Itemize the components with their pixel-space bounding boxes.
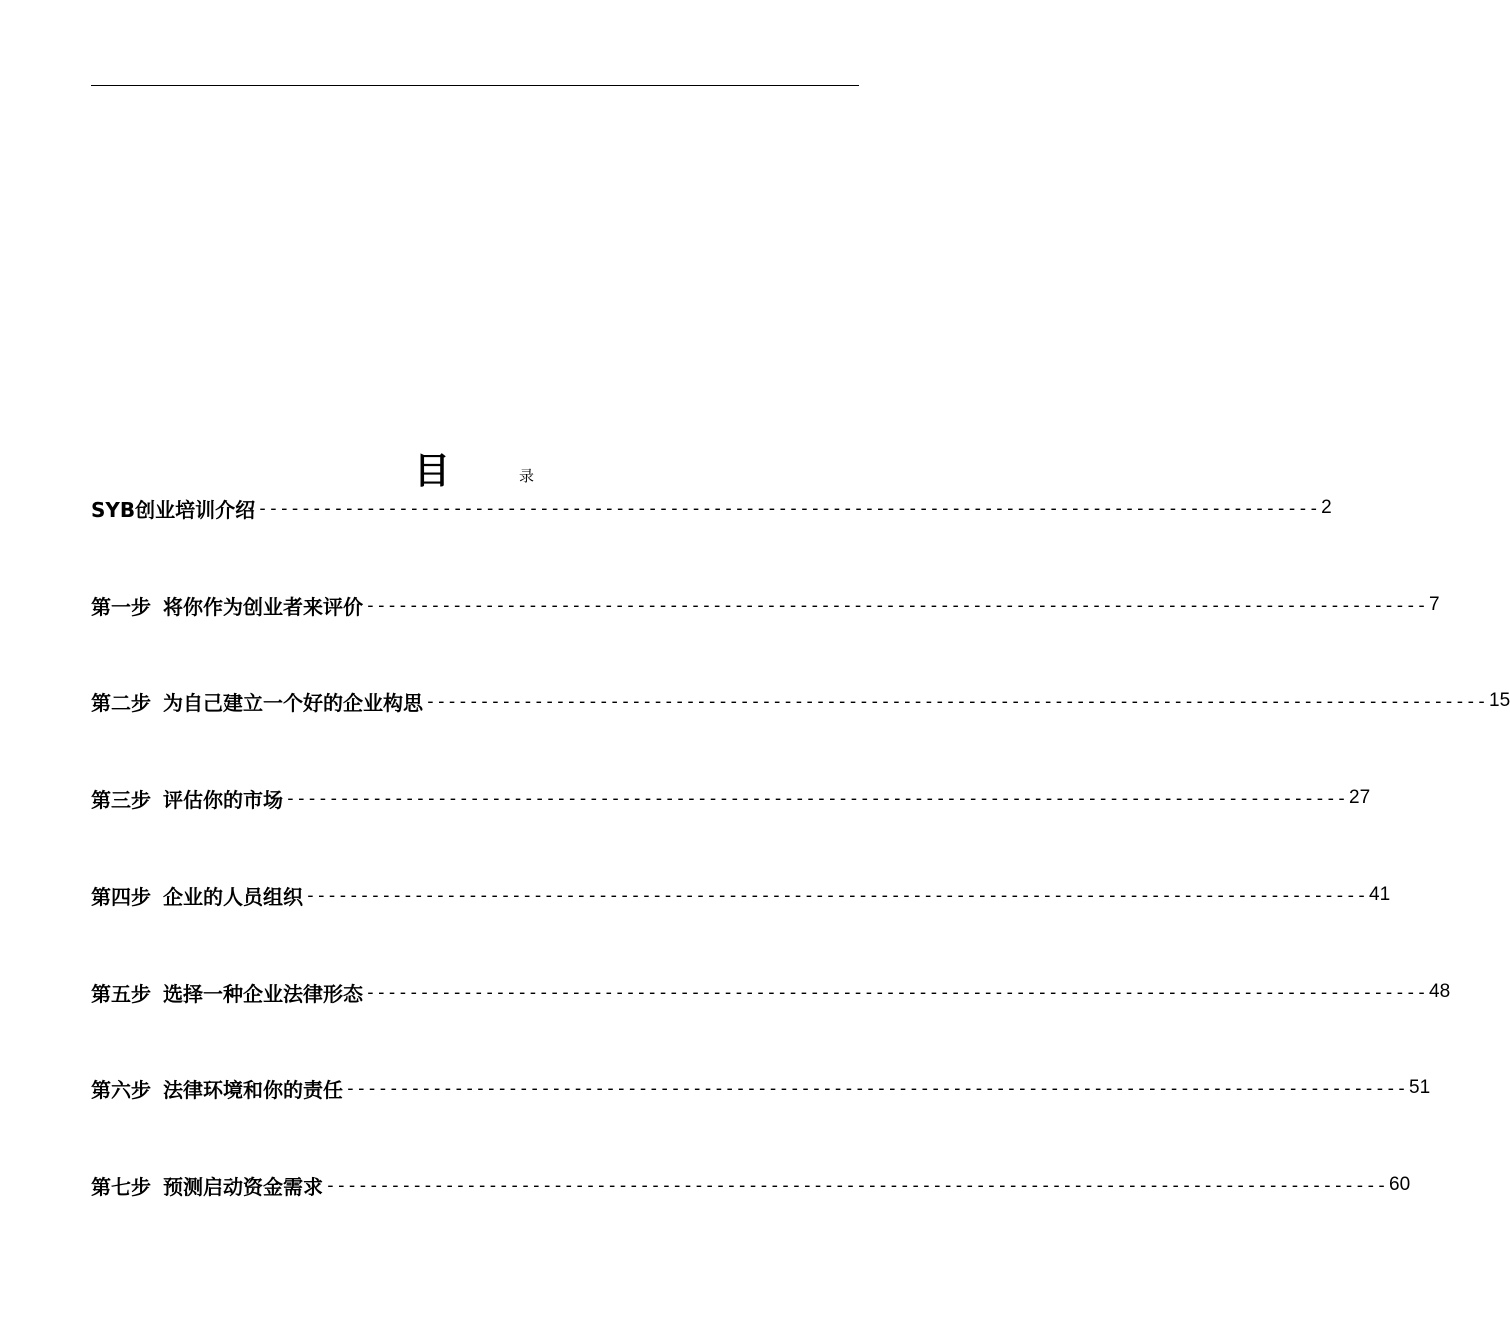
toc-entry[interactable] xyxy=(91,1171,1411,1199)
toc-entry[interactable] xyxy=(91,591,1440,619)
toc-entry-title xyxy=(91,591,363,620)
toc-entry[interactable] xyxy=(91,881,1391,909)
toc-entry-step: 第二步 xyxy=(91,690,151,715)
dot-leader: -------------------------------------------------------------------------------------------------- xyxy=(365,981,1428,1003)
toc-entry-text: 企业的人员组织 xyxy=(163,884,303,909)
toc-entry-text: 预测启动资金需求 xyxy=(163,1174,323,1199)
toc-entry-page: 48 xyxy=(1429,981,1451,1002)
dot-leader: -------------------------------------------------------------------------------------------------- xyxy=(365,594,1428,616)
toc-title-second-char: 录 xyxy=(519,467,535,485)
toc-entry-page: 15 xyxy=(1489,690,1510,711)
toc-entry-text: 法律环境和你的责任 xyxy=(163,1077,343,1102)
toc-entry-text: 评估你的市场 xyxy=(163,787,283,812)
dot-leader: -------------------------------------------------------------------------------------------------- xyxy=(345,1077,1408,1099)
toc-entry-text: 选择一种企业法律形态 xyxy=(163,981,363,1006)
toc-entry-page: 7 xyxy=(1429,594,1440,615)
dot-leader: -------------------------------------------------------------------------------------------------- xyxy=(257,497,1320,519)
dot-leader: -------------------------------------------------------------------------------------------------- xyxy=(305,884,1368,906)
header-rule xyxy=(91,85,859,86)
toc-entry-title xyxy=(91,1074,343,1103)
toc-entry-text: SYB创业培训介绍 xyxy=(91,497,256,522)
toc-entry-title xyxy=(91,494,255,523)
toc-entry-page: 2 xyxy=(1321,497,1332,518)
toc-entry-title xyxy=(91,1171,323,1200)
toc-entry-step: 第五步 xyxy=(91,981,151,1006)
toc-title-main-char: 目 xyxy=(414,451,451,492)
toc-entry-text: 为自己建立一个好的企业构思 xyxy=(163,690,423,715)
toc-entry-step: 第三步 xyxy=(91,787,151,812)
toc-entry-title xyxy=(91,881,303,910)
dot-leader: -------------------------------------------------------------------------------------------------- xyxy=(285,787,1348,809)
toc-title xyxy=(0,452,950,492)
toc-entry-title xyxy=(91,978,363,1007)
toc-entry-title xyxy=(91,784,283,813)
toc-entry[interactable] xyxy=(91,687,1510,715)
toc-entry[interactable] xyxy=(91,978,1451,1006)
toc-entry-step: 第七步 xyxy=(91,1174,151,1199)
dot-leader: -------------------------------------------------------------------------------------------------- xyxy=(425,690,1488,712)
toc-entry-step: 第四步 xyxy=(91,884,151,909)
toc-entry[interactable] xyxy=(91,784,1371,812)
toc-entry-page: 27 xyxy=(1349,787,1371,808)
toc-entry[interactable] xyxy=(91,494,1332,522)
dot-leader: -------------------------------------------------------------------------------------------------- xyxy=(325,1174,1388,1196)
toc-entry-page: 51 xyxy=(1409,1077,1431,1098)
toc-entry[interactable] xyxy=(91,1074,1431,1102)
toc-entry-step: 第六步 xyxy=(91,1077,151,1102)
toc-entry-title xyxy=(91,687,423,716)
toc-entry-page: 41 xyxy=(1369,884,1391,905)
toc-entry-step: 第一步 xyxy=(91,594,151,619)
toc-entry-page: 60 xyxy=(1389,1174,1411,1195)
toc-entry-text: 将你作为创业者来评价 xyxy=(163,594,363,619)
